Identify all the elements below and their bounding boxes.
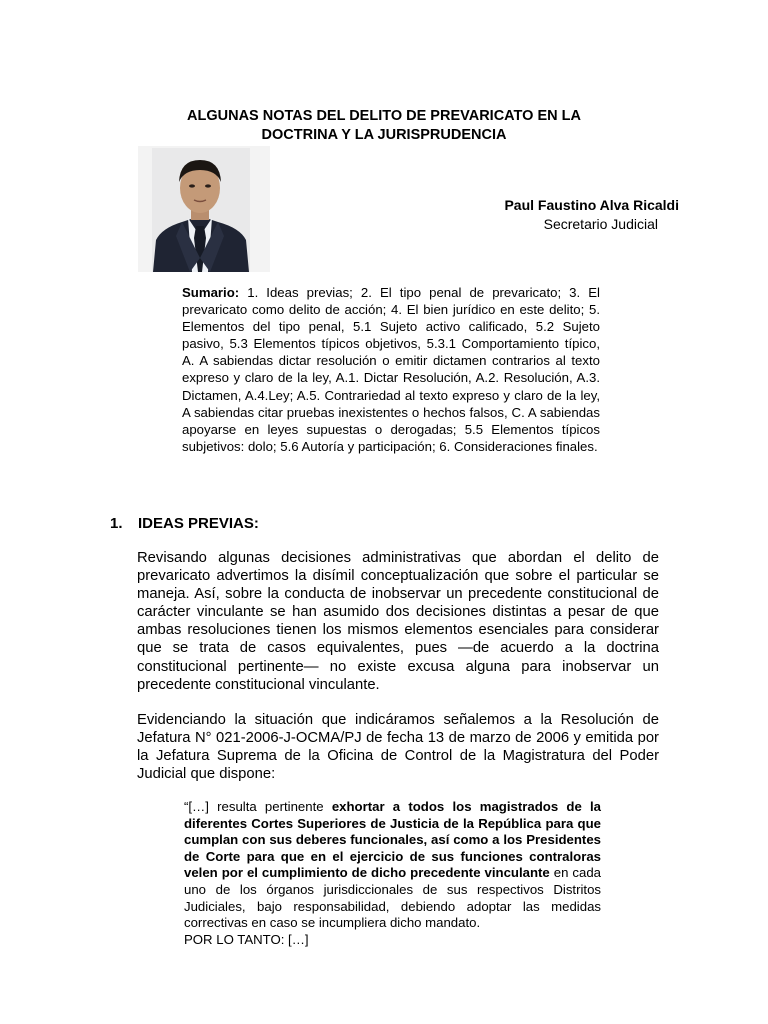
- author-portrait-image: [138, 146, 270, 272]
- author-photo: [138, 146, 270, 272]
- summary-label: Sumario:: [182, 285, 240, 300]
- title-line-1: ALGUNAS NOTAS DEL DELITO DE PREVARICATO EN LA: [187, 108, 581, 124]
- quote-emphasis: exhortar a todos los magistrados de la diferentes Cortes Superiores de Justicia de la República para que cumplan con sus deberes funcionales, así como a los Presidentes de Corte para que en el ejercicio de sus funciones contraloras velen por el cumplimiento de dicho precedente vinculante: [184, 799, 601, 881]
- author-name: Paul Faustino Alva Ricaldi: [504, 197, 679, 213]
- section-title: IDEAS PREVIAS:: [138, 515, 259, 532]
- quote-continuation: en cada uno de los órganos jurisdiccionales de sus respectivos Distritos Judiciales, bajo responsabilidad, debiendo adoptar las medidas correctivas en caso se incumpliera dicho mandato.: [184, 865, 601, 931]
- section-number: 1.: [110, 515, 123, 532]
- author-block: [504, 196, 679, 233]
- block-quote: [184, 799, 601, 948]
- quote-closing: POR LO TANTO: […]: [184, 931, 309, 947]
- title-line-2: DOCTRINA Y LA JURISPRUDENCIA: [261, 127, 507, 143]
- body-paragraph-2: Evidenciando la situación que indicáramos señalemos a la Resolución de Jefatura N° 021-2006-J-OCMA/PJ de fecha 13 de marzo de 2006 y emitida por la Jefatura Suprema de la Oficina de Control de la Magistratura del Poder Judicial que dispone:: [137, 712, 659, 783]
- document-title: [120, 107, 648, 145]
- quote-opening: “[…] resulta pertinente: [184, 799, 332, 814]
- author-role: Secretario Judicial: [543, 216, 658, 232]
- summary-paragraph: [182, 284, 600, 455]
- section-heading: [110, 514, 259, 534]
- summary-text: 1. Ideas previas; 2. El tipo penal de prevaricato; 3. El prevaricato como delito de acción; 4. El bien jurídico en este delito; 5. Elementos del tipo penal, 5.1 Sujeto activo calificado, 5.2 Sujeto pasivo, 5.3 Elementos típicos objetivos, 5.3.1 Comportamiento típico, A. A sabiendas dictar resolución o emitir dictamen contrarios al texto expreso y claro de la ley, A.1. Dictar Resolución, A.2. Resolución, A.3. Dictamen, A.4.Ley; A.5. Contrariedad al texto expreso y claro de la ley, A sabiendas citar pruebas inexistentes o hechos falsos, C. A sabiendas apoyarse en leyes supuestas o derogadas; 5.5 Elementos típicos subjetivos: dolo; 5.6 Autoría y participación; 6. Consideraciones finales.: [182, 285, 600, 454]
- quote-body: [184, 799, 601, 932]
- body-paragraph-1: Revisando algunas decisiones administrativas que abordan el delito de prevaricato advertimos la disímil conceptualización que sobre el particular se maneja. Así, sobre la conducta de inobservar un precedente constitucional de carácter vinculante se han asumido dos decisiones distintas a pesar de que ambas resoluciones tienen los mismos elementos esenciales para considerar que se trata de casos equivalentes, pues —de acuerdo a la doctrina constitucional pertinente— no existe excusa alguna para inobservar un precedente constitucional vinculante.: [137, 550, 659, 693]
